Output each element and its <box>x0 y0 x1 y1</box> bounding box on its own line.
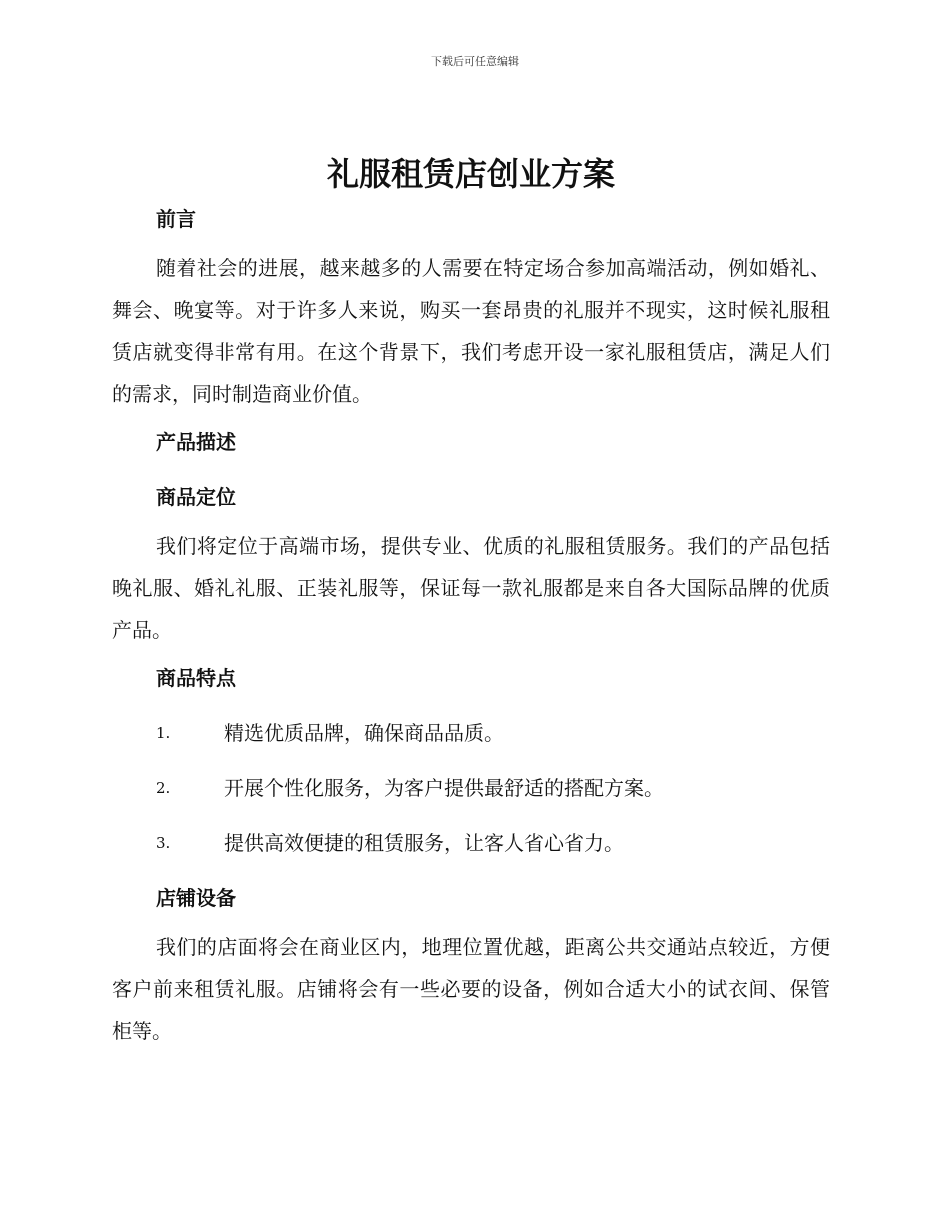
document-title: 礼服租赁店创业方案 <box>326 155 615 193</box>
list-item <box>112 773 830 803</box>
list-item <box>112 828 830 858</box>
list-item-text: 开展个性化服务，为客户提供最舒适的搭配方案。 <box>224 776 664 800</box>
list-item-number: 1. <box>156 724 171 742</box>
paragraph-store-equipment: 我们的店面将会在商业区内，地理位置优越，距离公共交通站点较近，方便客户前来租赁礼服。店铺将会有一些必要的设备，例如合适大小的试衣间、保管柜等。 <box>112 935 830 1043</box>
paragraph-product-positioning: 我们将定位于高端市场，提供专业、优质的礼服租赁服务。我们的产品包括晚礼服、婚礼礼服、正装礼服等，保证每一款礼服都是来自各大国际品牌的优质产品。 <box>112 534 830 642</box>
list-item <box>112 718 830 748</box>
heading-preface: 前言 <box>156 207 196 231</box>
document-body <box>112 150 830 1052</box>
heading-product-positioning: 商品定位 <box>156 485 236 509</box>
heading-product-description: 产品描述 <box>156 430 236 454</box>
paragraph-preface: 随着社会的进展，越来越多的人需要在特定场合参加高端活动，例如婚礼、舞会、晚宴等。对于许多人来说，购买一套昂贵的礼服并不现实，这时候礼服租赁店就变得非常有用。在这个背景下，我们考虑开设一家礼服租赁店，满足人们的需求，同时制造商业价值。 <box>112 256 830 406</box>
features-list <box>112 718 830 858</box>
list-item-number: 2. <box>156 779 171 797</box>
list-item-text: 提供高效便捷的租赁服务，让客人省心省力。 <box>224 831 624 855</box>
heading-product-features: 商品特点 <box>156 666 236 690</box>
heading-store-equipment: 店铺设备 <box>156 886 236 910</box>
list-item-text: 精选优质品牌，确保商品品质。 <box>224 721 504 745</box>
list-item-number: 3. <box>156 834 171 852</box>
page-header: 下载后可任意编辑 <box>431 55 519 68</box>
